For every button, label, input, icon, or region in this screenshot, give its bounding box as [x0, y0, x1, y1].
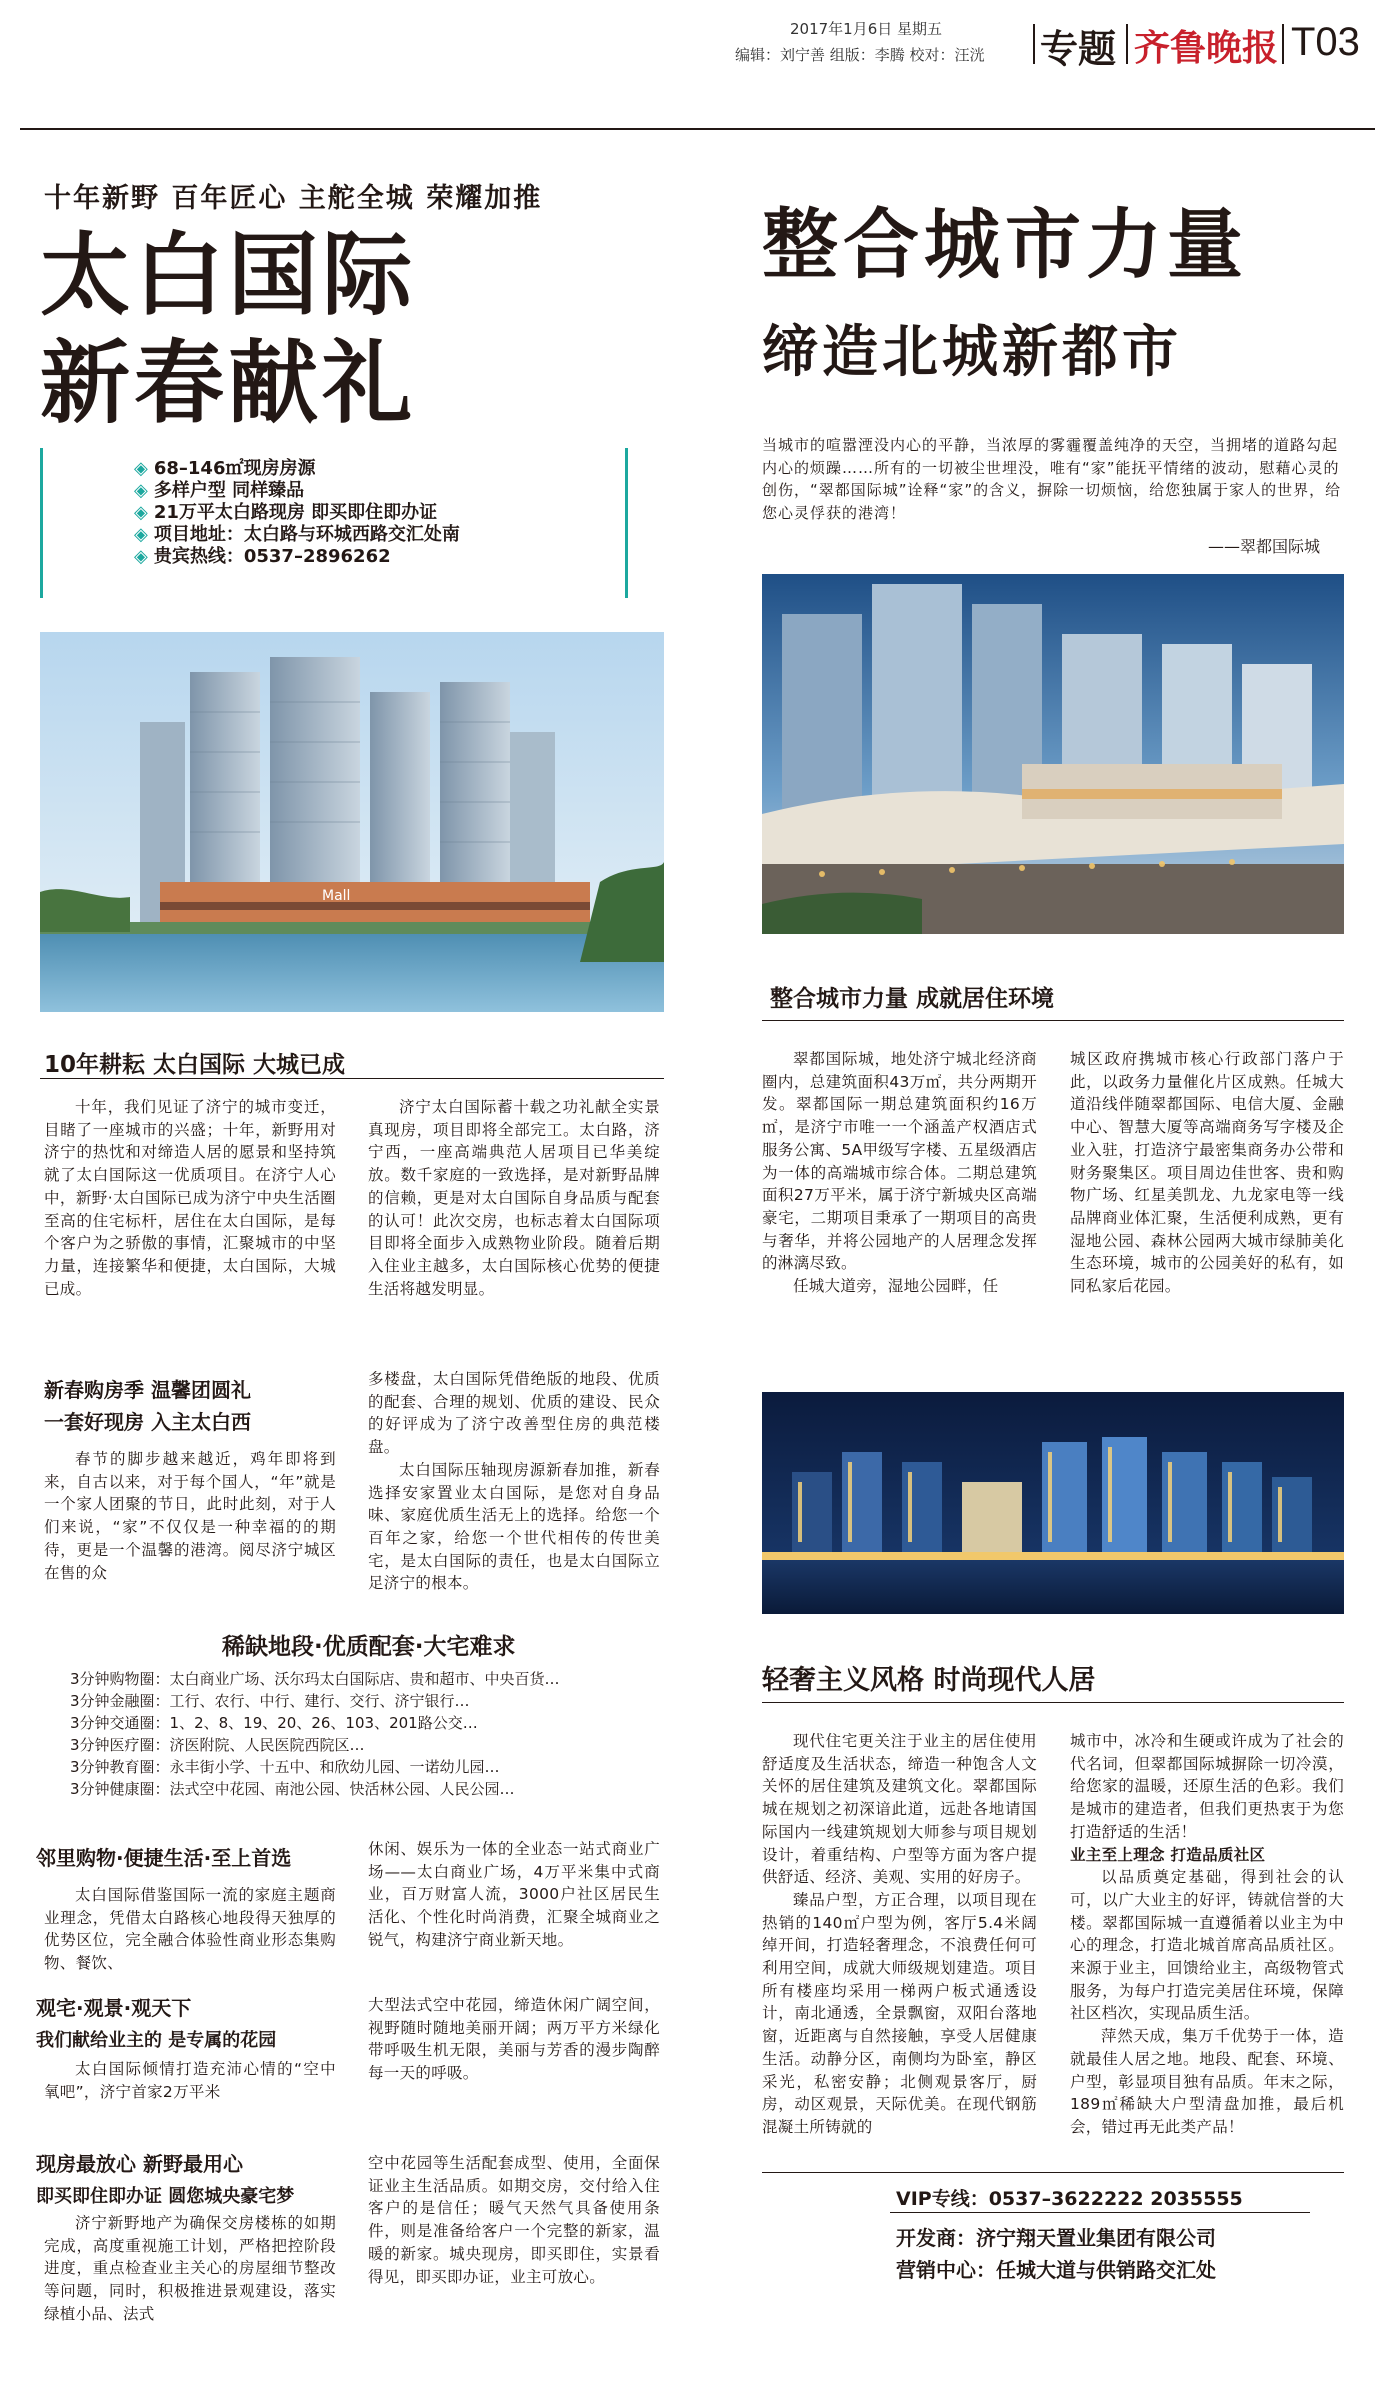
mall-sign: Mall — [322, 888, 351, 904]
issue-date: 2017年1月6日 星期五 — [790, 20, 943, 38]
article-column: 城区政府携城市核心行政部门落户于此，以政务力量催化片区成熟。任城大道沿线伴随翠都国际、电信大厦、金融中心、智慧大厦等高端商务写字楼及企业入驻，打造济宁最密集商务办公带和财务聚集区。项目周边佳世客、贵和购物广场、红星美凯龙、九龙家电等一线品牌商业体汇聚，生活便利成熟，更有湿地公园、森林公园两大城市绿肺美化生态环境，城市的公园美好的私有，如同私家后花园。 — [1070, 1050, 1344, 1296]
article-column: 太白国际借鉴国际一流的家庭主题商业理念，凭借太白路核心地段得天独厚的优势区位，完全融合体验性商业形态集购物、餐饮、 — [44, 1886, 336, 1973]
article-column: 翠都国际城，地处济宁城北经济商圈内，总建筑面积43万㎡，共分两期开发。翠都国际一期总建筑面积约16万㎡，是济宁市唯一一个涵盖产权酒店式服务公寓、5A甲级写字楼、五星级酒店为一体的高端城市综合体。二期总建筑面积27万平米，属于济宁新城央区高端豪宅，二期项目秉承了一期项目的高贵与奢华，并将公园地产的人居理念发挥的淋漓尽致。 任城大道旁，湿地公园畔，任 — [762, 1050, 1037, 1296]
intro-text: 当城市的喧嚣湮没内心的平静，当浓厚的雾霾覆盖纯净的天空，当拥堵的道路勾起内心的烦躁……所有的一切被尘世埋没，唯有“家”能抚平情绪的波动，慰藉心灵的创伤，“翠都国际城”诠释“家”的含义，摒除一切烦恼，给您独属于家人的世界，给您心灵俘获的港湾！ — [762, 436, 1342, 522]
developer: 开发商：济宁翔天置业集团有限公司 — [896, 2226, 1216, 2250]
header-divider — [1126, 24, 1128, 64]
section-rule — [762, 1020, 1344, 1021]
section-heading: 新春购房季 温馨团圆礼 — [44, 1378, 251, 1402]
section-heading: 10年耕耘 太白国际 大城已成 — [44, 1052, 346, 1078]
section-heading: 一套好现房 入主太白西 — [44, 1410, 251, 1434]
amenity-item: 3分钟金融圈：工行、农行、中行、建行、交行、济宁银行… — [70, 1692, 470, 1710]
section-heading: 轻奢主义风格 时尚现代人居 — [762, 1665, 1096, 1696]
sales-center: 营销中心：任城大道与供销路交汇处 — [896, 2258, 1216, 2282]
section-title: 专题 — [1040, 27, 1117, 71]
header-rule — [20, 128, 1375, 130]
amenity-item: 3分钟交通圈：1、2、8、19、20、26、103、201路公交… — [70, 1714, 478, 1732]
section-rule — [40, 1078, 664, 1079]
header-divider — [1033, 24, 1035, 64]
section-subheading: 我们献给业主的 是专属的花园 — [36, 2030, 277, 2051]
info-item: ◈ 项目地址：太白路与环城西路交汇处南 — [134, 524, 460, 545]
left-title-line2: 新春献礼 — [40, 331, 416, 436]
article-column: 济宁太白国际蓄十载之功礼献全实景真现房，项目即将全部完工。太白路，济宁西，一座高端典范人居项目已华美绽放。数千家庭的一致选择，是对新野品牌的信赖，更是对太白国际自身品质与配套的认可！此次交房，也标志着太白国际项目即将全面步入成熟物业阶段。随着后期入住业主越多，太白国际核心优势的便捷生活将越发明显。 — [368, 1098, 660, 1298]
info-item: ◈ 21万平太白路现房 即买即住即办证 — [134, 502, 438, 523]
amenity-item: 3分钟医疗圈：济医附院、人民医院西院区… — [70, 1736, 365, 1754]
section-heading: 稀缺地段·优质配套·大宅难求 — [222, 1634, 516, 1660]
header-divider — [1282, 24, 1284, 64]
left-slogan: 十年新野 百年匠心 主舵全城 荣耀加推 — [44, 183, 543, 214]
left-title-line1: 太白国际 — [40, 223, 416, 328]
taibai-rendering-photo — [40, 632, 664, 1012]
article-column: 空中花园等生活配套成型、使用，全面保证业主生活品质。如期交房，交付给入住客户的是信任；暖气天然气具备使用条件，则是准备给客户一个完整的新家，温暖的新家。城央现房，即买即住，实景看得见，即买即办证，业主可放心。 — [368, 2154, 660, 2286]
article-column: 春节的脚步越来越近，鸡年即将到来，自古以来，对于每个国人，“年”就是一个家人团聚的节日，此时此刻，对于人们来说，“家”不仅仅是一种幸福的的期待，更是一个温馨的港湾。阅尽济宁城区在售的众 — [44, 1450, 336, 1582]
article-column: 太白国际倾情打造充沛心情的“空中氧吧”，济宁首家2万平米 — [44, 2060, 336, 2101]
section-heading: 观宅·观景·观天下 — [36, 1996, 192, 2020]
amenity-item: 3分钟教育圈：永丰街小学、十五中、和欣幼儿园、一诺幼儿园… — [70, 1758, 500, 1776]
inline-subheading: 业主至上理念 打造品质社区 — [1070, 1845, 1266, 1864]
info-item: ◈ 多样户型 同样臻品 — [134, 480, 305, 501]
info-list — [134, 458, 460, 568]
amenity-list — [70, 1668, 660, 1800]
section-heading: 现房最放心 新野最用心 — [36, 2152, 243, 2176]
cuidu-plaza-rendering-photo — [762, 574, 1344, 934]
section-heading: 邻里购物·便捷生活·至上首选 — [36, 1846, 292, 1870]
article-column: 现代住宅更关注于业主的居住使用舒适度及生活状态，缔造一种饱含人文关怀的居住建筑及建筑文化。翠都国际城在规划之初深谙此道，远赴各地请国际国内一线建筑规划大师参与项目规划设计，着重结构、户型等方面为客户提供舒适、经济、美观、实用的好房子。 臻品户型，方正合理，以项目现在热销的140㎡户型为例，客厅5.4米阔绰开间，打造轻奢理念，不浪费任何可利用空间，成就大师级规划建造。项目所有楼座均采用一梯两户板式通透设计，南北通透，全景飘窗，双阳台落地窗，近距离与自然接触，享受人居健康生活。动静分区，南侧均为卧室，静区采光，私密安静；北侧观景客厅，厨房，动区观景，天际优美。在现代钢筋混凝土所铸就的 — [762, 1732, 1037, 2136]
vip-hotline: VIP专线：0537–3622222 2035555 — [896, 2188, 1243, 2210]
contact-rule — [762, 2172, 1344, 2173]
article-column: 济宁新野地产为确保交房楼栋的如期完成，高度重视施工计划，严格把控阶段进度，重点检查业主关心的房屋细节整改等问题，同时，积极推进景观建设，落实绿植小品、法式 — [44, 2214, 336, 2323]
section-heading: 整合城市力量 成就居住环境 — [770, 986, 1055, 1012]
cuidu-night-rendering-photo — [762, 1392, 1344, 1614]
amenity-item: 3分钟健康圈：法式空中花园、南池公园、快活林公园、人民公园… — [70, 1780, 515, 1798]
section-rule — [762, 1702, 1344, 1703]
hotline: ◈ 贵宾热线：0537–2896262 — [134, 546, 391, 567]
right-title-line2: 缔造北城新都市 — [762, 320, 1182, 385]
article-column: 十年，我们见证了济宁的城市变迁，目睹了一座城市的兴盛；十年，新野用对济宁的热忱和对缔造人居的愿景和坚持筑就了太白国际这一优质项目。在济宁人心中，新野·太白国际已成为济宁中央生活圈至高的住宅标杆，居住在太白国际，是每个客户为之骄傲的事情，汇聚城市的中坚力量，连接繁华和便捷，太白国际，大城已成。 — [44, 1098, 336, 1298]
right-title-line1: 整合城市力量 — [762, 200, 1248, 289]
article-column: 城市中，冰冷和生硬或许成为了社会的代名词，但翠都国际城摒除一切冷漠，给您家的温暖，还原生活的色彩。我们是城市的建造者，但我们更热衷于为您打造舒适的生活！ 业主至上理念 打造品质社区 以品质奠定基础，得到社会的认可，以广大业主的好评，铸就信誉的大楼。翠都国际城一直遵循着以业主为中心的理念，打造北城首席高品质社区。来源于业主，回馈给业主，高级物管式服务，为每户打造完美居住环境，保障社区档次，实现品质生活。 萍然天成，集万千优势于一体，造就最佳人居之地。地段、配套、环境、户型，彰显项目独有品质。年末之际，189㎡稀缺大户型清盘加推，最后机会，错过再无此类产品！ — [1070, 1732, 1344, 2136]
article-column: 大型法式空中花园，缔造休闲广阔空间，视野随时随地美丽开阔；两万平方米绿化带呼吸生机无限，美丽与芳香的漫步陶醉每一天的呼吸。 — [368, 1996, 660, 2083]
editors-line: 编辑：刘宁善 组版：李腾 校对：汪洸 — [735, 46, 985, 64]
section-subheading: 即买即住即办证 圆您城央豪宅梦 — [36, 2186, 295, 2207]
intro-signature: ——翠都国际城 — [1208, 537, 1321, 556]
article-column: 休闲、娱乐为一体的全业态一站式商业广场——太白商业广场，4万平米集中式商业，百万财富人流，3000户社区居民生活化、个性化时尚消费，汇聚全城商业之锐气，构建济宁商业新天地。 — [368, 1840, 660, 1949]
amenity-item: 3分钟购物圈：太白商业广场、沃尔玛太白国际店、贵和超市、中央百货… — [70, 1670, 560, 1688]
contact-underline — [890, 2212, 1310, 2213]
info-item: ◈ 68–146㎡现房房源 — [134, 458, 316, 479]
page-number: T03 — [1291, 20, 1360, 64]
newspaper-logo: 齐鲁晚报 — [1134, 27, 1279, 69]
article-column: 多楼盘，太白国际凭借绝版的地段、优质的配套、合理的规划、优质的建设、民众的好评成为了济宁改善型住房的典范楼盘。 太白国际压轴现房源新春加推，新春选择安家置业太白国际，是您对自身品味、家庭优质生活无上的选择。给您一个百年之家，给您一个世代相传的传世美宅，是太白国际的责任，也是太白国际立足济宁的根本。 — [368, 1370, 660, 1593]
